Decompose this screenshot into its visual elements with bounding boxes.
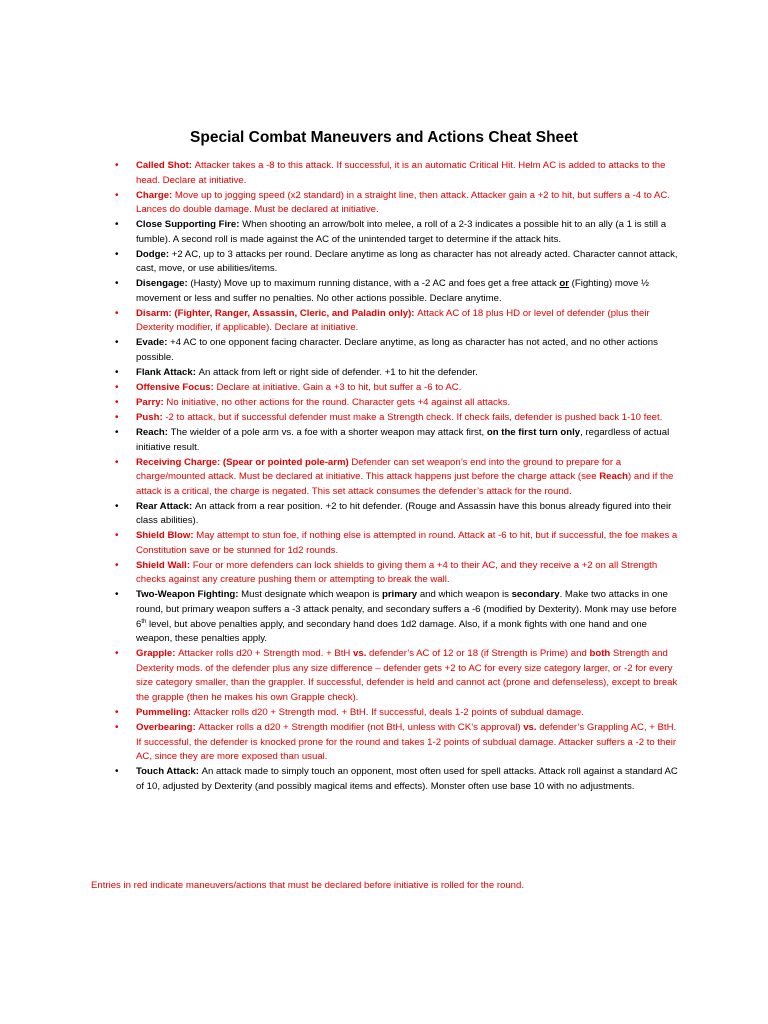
- list-item: [110, 721, 682, 765]
- list-item: [110, 706, 682, 721]
- item-text: primary: [381, 589, 418, 601]
- item-text: vs.: [353, 648, 367, 660]
- item-text: level, but above penalties apply, and secondary hand does 1d2 damage. Also, if a monk fights with one hand and one weapon, these penalties apply.: [136, 618, 647, 645]
- list-item: [110, 218, 682, 247]
- item-text: Declare at initiative. Gain a +3 to hit, but suffer a -6 to AC.: [216, 382, 462, 394]
- item-text: vs.: [523, 721, 537, 733]
- list-item: [110, 277, 682, 306]
- item-text: The wielder of a pole arm vs. a foe with a shorter weapon may attack first,: [170, 426, 487, 438]
- bullet-icon: •: [115, 367, 119, 379]
- maneuver-list: [110, 159, 682, 795]
- item-label: Push:: [136, 412, 166, 423]
- item-text: Strength and Dexterity mods. of the defender plus any size difference – defender gets +2 to AC for every size category larger, or -2 for every size category smaller, than the grappler. If successful, defender is held and cannot act (prone and defenseless), except to break the grapple (then he makes his own Grapple check).: [136, 648, 678, 704]
- item-text: on the first turn only: [486, 426, 581, 438]
- item-label: Dodge:: [136, 248, 172, 260]
- list-item: [110, 336, 682, 365]
- list-item: [110, 189, 682, 218]
- item-label: Rear Attack:: [136, 500, 195, 512]
- item-text: both: [589, 648, 611, 660]
- list-item: [110, 456, 682, 500]
- list-item: [110, 559, 682, 588]
- item-label: Touch Attack:: [136, 766, 202, 778]
- bullet-icon: •: [115, 648, 119, 660]
- list-item: [110, 588, 682, 646]
- bullet-icon: •: [115, 426, 119, 438]
- list-item: [110, 248, 682, 277]
- list-item: [110, 396, 682, 411]
- bullet-icon: •: [115, 721, 119, 733]
- item-label: Reach:: [136, 426, 171, 438]
- bullet-icon: •: [115, 707, 119, 718]
- item-text: (Hasty) Move up to maximum running distance, with a -2 AC and foes get a free attack: [190, 278, 560, 290]
- item-text: ) and if the attack is a critical, the charge is negated. This set attack consumes the defender’s attack for the round.: [136, 471, 674, 497]
- item-text: Attack AC of 18 plus HD or level of defender (plus their Dexterity modifier, if applicable). Declare at initiative.: [136, 307, 650, 334]
- item-text: or: [559, 278, 569, 290]
- list-item: [110, 426, 682, 455]
- item-label: Flank Attack:: [136, 367, 199, 379]
- item-label: Overbearing:: [136, 721, 199, 733]
- item-text: , regardless of actual initiative result.: [136, 426, 670, 453]
- item-text: Attacker rolls a d20 + Strength modifier (not BtH, unless with CK’s approval): [198, 721, 524, 733]
- list-item: [110, 500, 682, 529]
- item-label: Receiving Charge: (Spear or pointed pole-arm): [136, 456, 352, 468]
- item-label: Charge:: [136, 189, 175, 201]
- list-item: [110, 765, 682, 794]
- item-text: -2 to attack, but if successful defender must make a Strength check. If check fails, defender is pushed back 1-10 feet.: [165, 412, 663, 423]
- item-text: Attacker takes a -8 to this attack. If successful, it is an automatic Critical Hit. Helm AC is added to attacks to the head. Declare at initiative.: [136, 160, 666, 186]
- item-label: Called Shot:: [136, 160, 195, 171]
- bullet-icon: •: [115, 412, 119, 423]
- item-label: Shield Blow:: [136, 530, 197, 542]
- bullet-icon: •: [115, 589, 119, 601]
- list-item: [110, 529, 682, 558]
- item-text: Four or more defenders can lock shields to giving them a +4 to their AC, and they receive a +2 on all Strength checks against any creature pushing them or attempting to break the wall.: [136, 559, 658, 586]
- bullet-icon: •: [115, 530, 119, 542]
- item-label: Two-Weapon Fighting:: [136, 589, 242, 601]
- item-text: Attacker rolls d20 + Strength mod. + BtH. If successful, deals 1-2 points of subdual damage.: [193, 707, 584, 718]
- item-text: secondary: [511, 589, 560, 601]
- bullet-icon: •: [115, 382, 119, 394]
- item-text: th: [141, 618, 147, 625]
- bullet-icon: •: [115, 248, 119, 260]
- item-text: +2 AC, up to 3 attacks per round. Declare anytime as long as character has not already acted. Character cannot attack, cast, move, or use abilities/items.: [136, 248, 678, 275]
- list-item: [110, 159, 682, 188]
- list-item: [110, 411, 682, 426]
- item-text: When shooting an arrow/bolt into melee, a roll of a 2-3 indicates a possible hit to an ally (a 1 is still a fumble). A second roll is made against the AC of the unintended target to determine if the attack hits.: [136, 219, 667, 245]
- item-text: Move up to jogging speed (x2 standard) in a straight line, then attack. Attacker gain a +2 to hit, but suffers a -4 to AC. Lances do double damage. Must be declared at initiative.: [136, 189, 670, 216]
- item-text: May attempt to stun foe, if nothing else is attempted in round. Attack at -6 to hit, but if successful, the foe makes a Constitution save or be stunned for 1d2 rounds.: [136, 530, 678, 556]
- footnote: Entries in red indicate maneuvers/actions that must be declared before initiative is rolled for the round.: [91, 880, 525, 891]
- item-text: Must designate which weapon is: [241, 589, 382, 601]
- bullet-icon: •: [115, 766, 119, 778]
- bullet-icon: •: [115, 307, 119, 319]
- item-text: +4 AC to one opponent facing character. Declare anytime, as long as character has not acted, and no other actions possible.: [136, 337, 658, 364]
- item-label: Shield Wall:: [136, 559, 193, 571]
- item-text: and which weapon is: [417, 589, 512, 601]
- bullet-icon: •: [115, 397, 119, 409]
- bullet-icon: •: [115, 160, 119, 171]
- bullet-icon: •: [115, 500, 119, 512]
- item-label: Evade:: [136, 337, 171, 349]
- item-text: An attack made to simply touch an opponent, most often used for spell attacks. Attack roll against a standard AC of 10, adjusted by Dexterity (and possibly magical items and effects). Monster often use base 10 with no adjustments.: [136, 766, 678, 792]
- bullet-icon: •: [115, 219, 119, 231]
- item-text: Defender can set weapon’s end into the ground to prepare for a charge/mounted attack. Must be declared at initiative. This attack happens just before the charge attack (see: [136, 456, 622, 483]
- item-label: Pummeling:: [136, 707, 194, 718]
- bullet-icon: •: [115, 559, 119, 571]
- bullet-icon: •: [115, 337, 119, 349]
- item-label: Disengage:: [136, 278, 191, 290]
- bullet-icon: •: [115, 278, 119, 290]
- item-text: defender’s AC of 12 or 18 (if Strength is Prime) and: [366, 648, 590, 660]
- item-text: Attacker rolls d20 + Strength mod. + BtH: [178, 648, 354, 660]
- item-text: An attack from a rear position. +2 to hit defender. (Rouge and Assassin have this bonus already figured into their class abilities).: [136, 500, 672, 527]
- list-item: [110, 647, 682, 705]
- item-label: Grapple:: [136, 648, 179, 660]
- item-label: Offensive Focus:: [136, 382, 217, 394]
- list-item: [110, 307, 682, 336]
- item-text: Reach: [599, 471, 629, 483]
- item-label: Parry:: [136, 397, 167, 409]
- item-text: (Fighting) move ½ movement or less and suffer no penalties. No other actions possible. Declare anytime.: [136, 278, 649, 304]
- item-text: An attack from left or right side of defender. +1 to hit the defender.: [198, 367, 478, 379]
- item-text: defender’s Grappling AC, + BtH. If successful, the defender is knocked prone for the round and takes 1-2 points of subdual damage. Attacker suffers a -2 to their AC, since they are more exposed than usual.: [136, 721, 677, 763]
- bullet-icon: •: [115, 189, 119, 201]
- item-label: Close Supporting Fire:: [136, 219, 243, 231]
- item-text: . Make two attacks in one round, but primary weapon suffers a -3 attack penalty, and secondary suffers a -6 (modified by Dexterity). Monk may use before 6: [136, 589, 677, 630]
- list-item: [110, 381, 682, 396]
- page-title: Special Combat Maneuvers and Actions Cheat Sheet: [190, 129, 578, 146]
- item-label: Disarm: (Fighter, Ranger, Assassin, Cleric, and Paladin only):: [136, 307, 418, 319]
- item-text: No initiative, no other actions for the round. Character gets +4 against all attacks.: [166, 397, 511, 409]
- list-item: [110, 366, 682, 381]
- bullet-icon: •: [115, 456, 119, 468]
